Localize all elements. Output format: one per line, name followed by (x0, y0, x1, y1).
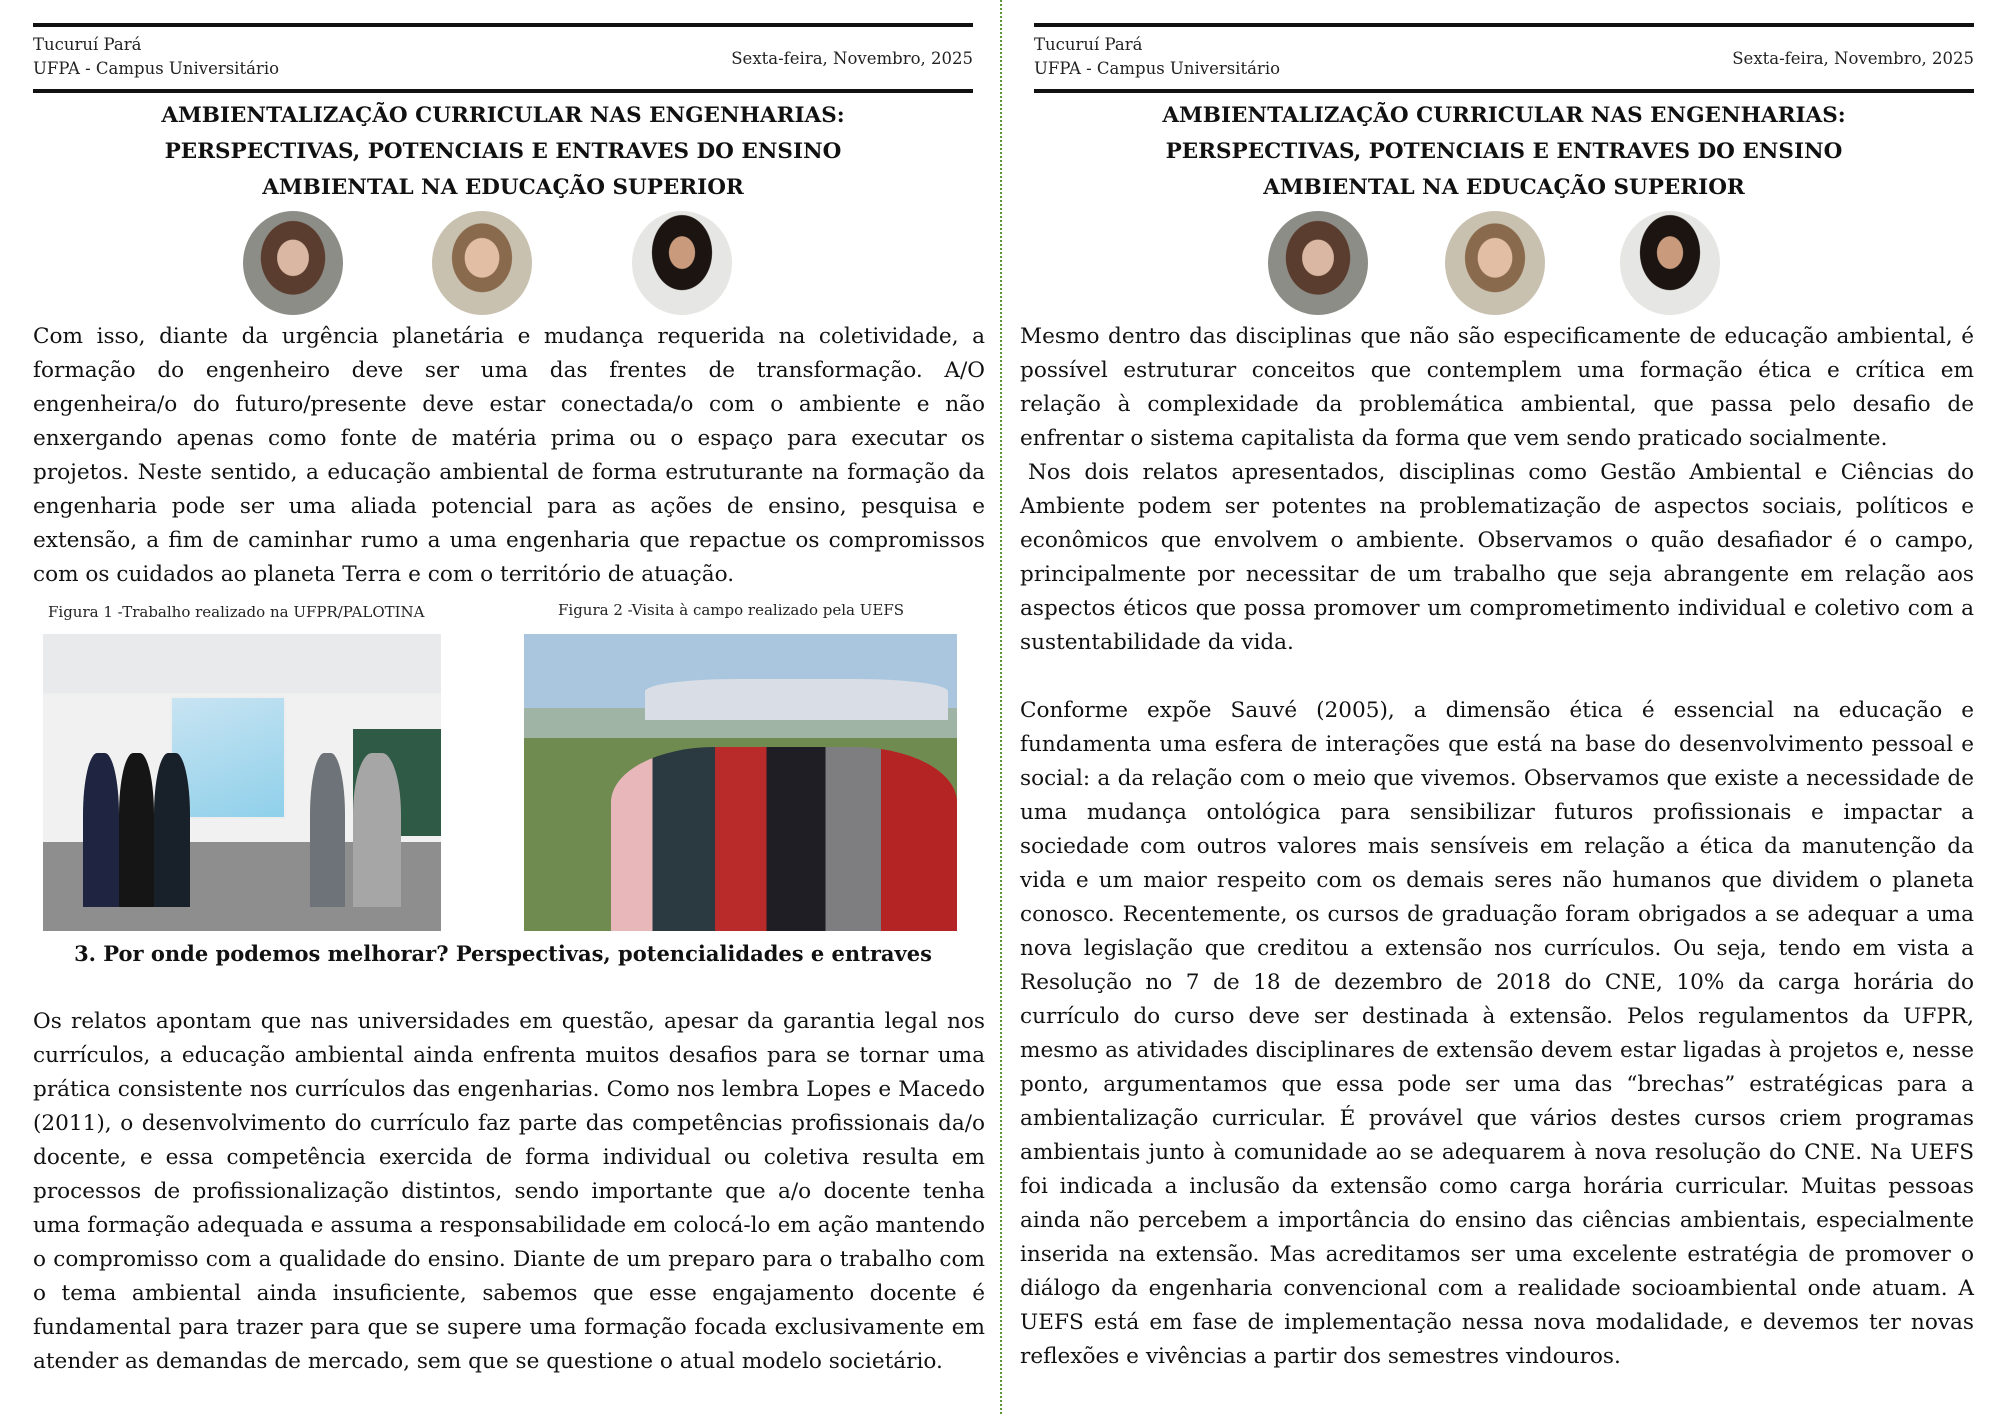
figure-2-photo (524, 634, 957, 931)
paragraph: Os relatos apontam que nas universidades em questão, apesar da garantia legal nos currículos, a educação ambiental ainda enfrenta muitos desafios para se tornar uma prática consistente nos currículos das engenharias. Como nos lembra Lopes e Macedo (2011), o desenvolvimento do currículo faz parte das competências profissionais da/o docente, e essa competência exercida de forma individual ou coletiva resulta em processos de profissionalização distintos, sendo importante que a/o docente tenha uma formação adequada e assuma a responsabilidade em colocá-lo em ação mantendo o compromisso com a qualidade do ensino. Diante de um preparo para o trabalho com o tema ambiental ainda insuficiente, sabemos que esse engajamento docente é fundamental para trazer para que se supere uma formação focada exclusivamente em atender as demandas de mercado, sem que se questione o atual modelo societário. (33, 1009, 985, 1374)
header-location: Tucuruí Pará (33, 35, 142, 54)
paragraph: Conforme expõe Sauvé (2005), a dimensão ética é essencial na educação e fundamenta uma esfera de interações que está na base do desenvolvimento pessoal e social: a da relação com o meio que vivemos. Observamos que existe a necessidade de uma mudança ontológica para sensibilizar futuros profissionais e impactar a sociedade com outros valores mais sensíveis em relação a ética da manutenção da vida e um maior respeito com os demais seres não humanos que dividem o planeta conosco. Recentemente, os cursos de graduação foram obrigados a se adequar a uma nova legislação que creditou a extensão nos currículos. Ou seja, tendo em vista a Resolução no 7 de 18 de dezembro de 2018 do CNE, 10% da carga horária do currículo do curso deve ser destinada à extensão. Pelos regulamentos da UFPR, mesmo as atividades disciplinares de extensão devem estar ligadas à projetos e, nesse ponto, argumentamos que essa pode ser uma das “brechas” estratégicas para a ambientalização curricular. É provável que vários destes cursos criem programas ambientais junto à comunidade ao se adequarem à nova resolução do CNE. Na UEFS foi indicada a inclusão da extensão como carga horária curricular. Muitas pessoas ainda não percebem a importância do ensino das ciências ambientais, especialmente inserida na extensão. Mas acreditamos ser uma excelente estratégia de promover o diálogo da engenharia convencional com a realidade socioambiental onde atuam. A UEFS está em fase de implementação nessa nova modalidade, e devemos ter novas reflexões e vivências a partir dos semestres vindouros. (1020, 698, 1974, 1369)
header-institution: UFPA - Campus Universitário (33, 59, 280, 78)
article-title (33, 98, 973, 206)
author-portrait (1445, 211, 1545, 315)
figure-2-caption: Figura 2 -Visita à campo realizado pela UEFS (558, 601, 905, 619)
person (119, 753, 155, 907)
group-of-people (611, 747, 957, 931)
person (83, 753, 119, 907)
paragraph: Mesmo dentro das disciplinas que não são especificamente de educação ambiental, é possível estruturar conceitos que contemplem uma formação ética e crítica em relação à complexidade da problemática ambiental, que passa pelo desafio de enfrentar o sistema capitalista da forma que vem sendo praticado socialmente. (1020, 324, 1974, 451)
title-line: AMBIENTAL NA EDUCAÇÃO SUPERIOR (262, 175, 744, 200)
header-top-rule (1034, 23, 1974, 27)
header-location-block (1034, 33, 1280, 81)
body-text (33, 1005, 985, 1379)
header-location: Tucuruí Pará (1034, 35, 1143, 54)
author-portrait (1620, 211, 1720, 315)
body-text (33, 320, 985, 592)
author-portrait (1268, 211, 1368, 315)
header-date: Sexta-feira, Novembro, 2025 (731, 49, 973, 68)
figure-1-photo (43, 634, 441, 931)
greenhouse (645, 679, 948, 721)
author-portrait (632, 211, 732, 315)
person (154, 753, 190, 907)
author-portrait (243, 211, 343, 315)
page-divider (1000, 0, 1002, 1414)
paragraph: Com isso, diante da urgência planetária e mudança requerida na coletividade, a formação do engenheiro deve ser uma das frentes de transformação. A/O engenheira/o do futuro/presente deve estar conectada/o com o ambiente e não enxergando apenas como fonte de matéria prima ou o espaço para executar os projetos. Neste sentido, a educação ambiental de forma estruturante na formação da engenharia pode ser uma aliada potencial para as ações de ensino, pesquisa e extensão, a fim de caminhar rumo a uma engenharia que repactue os compromissos com os cuidados ao planeta Terra e com o território de atuação. (33, 324, 985, 587)
title-line: AMBIENTALIZAÇÃO CURRICULAR NAS ENGENHARIAS: (161, 103, 845, 128)
header-bottom-rule (33, 89, 973, 93)
title-line: AMBIENTAL NA EDUCAÇÃO SUPERIOR (1263, 175, 1745, 200)
header-location-block (33, 33, 279, 81)
header-bottom-rule (1034, 89, 1974, 93)
paragraph: Nos dois relatos apresentados, disciplinas como Gestão Ambiental e Ciências do Ambiente podem ser potentes na problematização de aspectos sociais, políticos e econômicos que envolvem o ambiente. Observamos o quão desafiador é o campo, principalmente por necessitar de um trabalho que seja abrangente em relação aos aspectos éticos que possa promover um comprometimento individual e coletivo com a sustentabilidade da vida. (1020, 460, 1974, 655)
figure-1-caption: Figura 1 -Trabalho realizado na UFPR/PALOTINA (48, 603, 425, 621)
person (353, 753, 401, 907)
header-date: Sexta-feira, Novembro, 2025 (1732, 49, 1974, 68)
body-text (1020, 320, 1974, 1374)
section-heading: 3. Por onde podemos melhorar? Perspectivas, potencialidades e entraves (74, 941, 932, 966)
title-line: PERSPECTIVAS, POTENCIAIS E ENTRAVES DO ENSINO (164, 139, 842, 164)
header-top-rule (33, 23, 973, 27)
title-line: PERSPECTIVAS, POTENCIAIS E ENTRAVES DO ENSINO (1165, 139, 1843, 164)
title-line: AMBIENTALIZAÇÃO CURRICULAR NAS ENGENHARIAS: (1162, 103, 1846, 128)
article-title (1034, 98, 1974, 206)
author-portrait (432, 211, 532, 315)
person (310, 753, 346, 907)
header-institution: UFPA - Campus Universitário (1034, 59, 1281, 78)
